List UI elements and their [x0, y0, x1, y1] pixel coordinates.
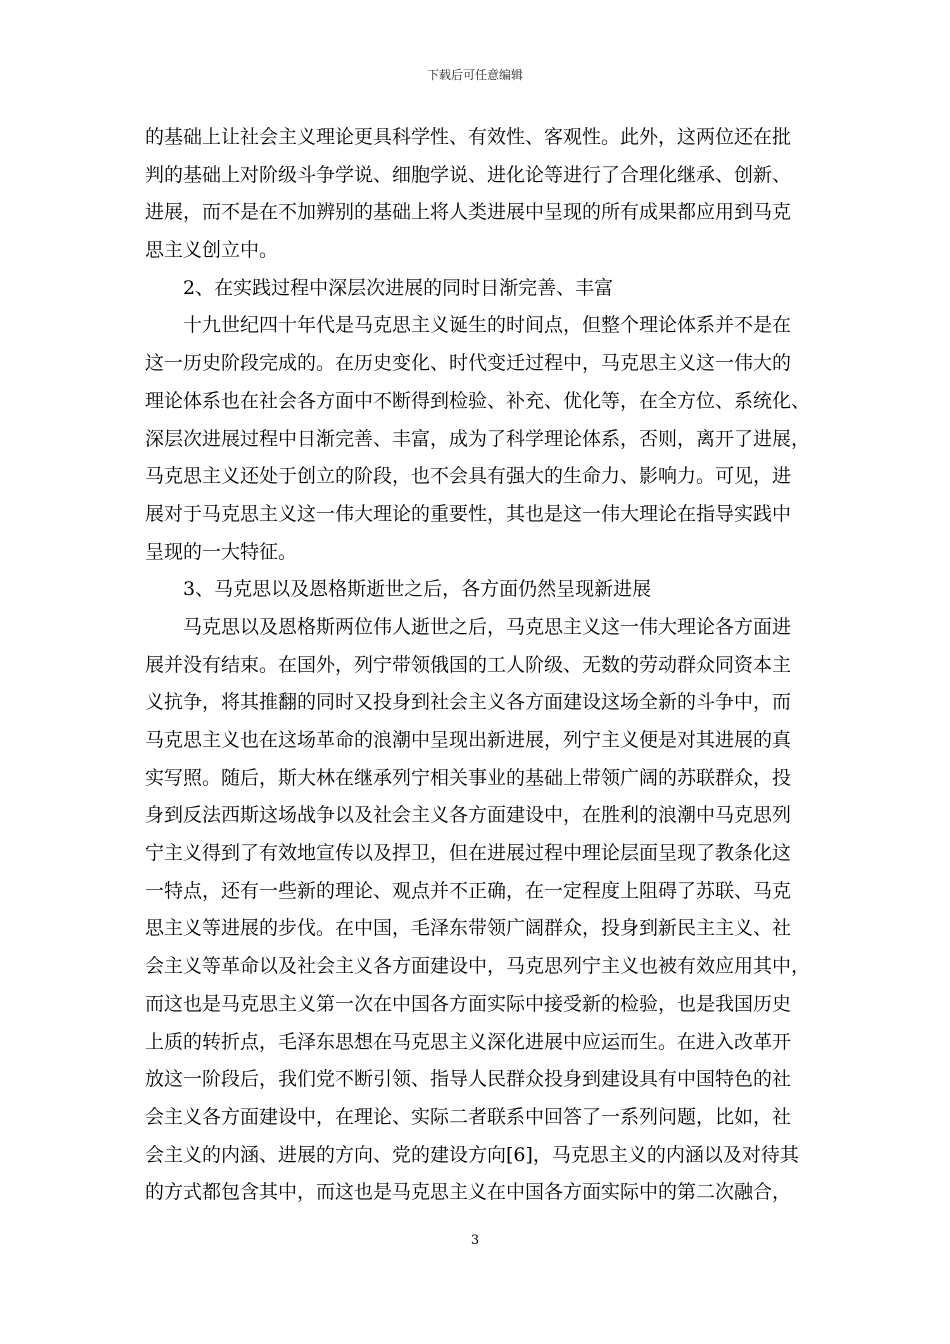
- text-line: 判的基础上对阶级斗争学说、细胞学说、进化论等进行了合理化继承、创新、: [145, 163, 792, 186]
- text-line: 马克思以及恩格斯两位伟人逝世之后，马克思主义这一伟大理论各方面进: [183, 615, 792, 638]
- document-body: [145, 119, 809, 1212]
- text-line: 理论体系也在社会各方面中不断得到检验、补充、优化等，在全方位、系统化、: [145, 389, 811, 412]
- text-line: 展对于马克思主义这一伟大理论的重要性，其也是这一伟大理论在指导实践中: [145, 502, 792, 525]
- text-line: 的基础上让社会主义理论更具科学性、有效性、客观性。此外，这两位还在批: [145, 126, 792, 148]
- page-number: 3: [470, 1233, 480, 1248]
- text-line: 放这一阶段后，我们党不断引领、指导人民群众投身到建设具有中国特色的社: [145, 1068, 792, 1091]
- text-line: 思主义等进展的步伐。在中国，毛泽东带领广阔群众，投身到新民主主义、社: [145, 917, 792, 940]
- text-line: 实写照。随后，斯大林在继承列宁相关事业的基础上带领广阔的苏联群众，投: [145, 766, 792, 789]
- text-line: 上质的转折点，毛泽东思想在马克思主义深化进展中应运而生。在进入改革开: [145, 1030, 792, 1053]
- text-line: 展并没有结束。在国外，列宁带领俄国的工人阶级、无数的劳动群众同资本主: [145, 653, 792, 676]
- text-line: 宁主义得到了有效地宣传以及捍卫，但在进展过程中理论层面呈现了教条化这: [145, 842, 792, 865]
- text-line: 思主义创立中。: [145, 239, 279, 262]
- section-heading: 3、马克思以及恩格斯逝世之后，各方面仍然呈现新进展: [183, 578, 652, 601]
- text-line: 会主义各方面建设中，在理论、实际二者联系中回答了一系列问题，比如，社: [145, 1105, 792, 1128]
- text-line: 会主义等革命以及社会主义各方面建设中，马克思列宁主义也被有效应用其中，: [145, 955, 811, 978]
- text-line: 进展，而不是在不加辨别的基础上将人类进展中呈现的所有成果都应用到马克: [145, 201, 792, 224]
- section-heading: 2、在实践过程中深层次进展的同时日渐完善、丰富: [183, 276, 614, 299]
- text-line: 十九世纪四十年代是马克思主义诞生的时间点，但整个理论体系并不是在: [183, 314, 792, 337]
- page-header: 下载后可任意编辑: [426, 68, 523, 82]
- text-line: 马克思主义还处于创立的阶段，也不会具有强大的生命力、影响力。可见，进: [145, 465, 792, 488]
- text-line: 义抗争，将其推翻的同时又投身到社会主义各方面建设这场全新的斗争中，而: [145, 691, 792, 714]
- text-line: 一特点，还有一些新的理论、观点并不正确，在一定程度上阻碍了苏联、马克: [145, 879, 792, 902]
- text-line: 这一历史阶段完成的。在历史变化、时代变迁过程中，马克思主义这一伟大的: [145, 352, 792, 375]
- text-line: 身到反法西斯这场战争以及社会主义各方面建设中，在胜利的浪潮中马克思列: [145, 804, 792, 827]
- text-line: 会主义的内涵、进展的方向、党的建设方向[6]，马克思主义的内涵以及对待其: [145, 1143, 799, 1166]
- text-line: 深层次进展过程中日渐完善、丰富，成为了科学理论体系，否则，离开了进展，: [145, 427, 811, 450]
- text-line: 马克思主义也在这场革命的浪潮中呈现出新进展，列宁主义便是对其进展的真: [145, 729, 792, 751]
- text-line: 呈现的一大特征。: [145, 540, 298, 563]
- text-line: 而这也是马克思主义第一次在中国各方面实际中接受新的检验，也是我国历史: [145, 992, 792, 1015]
- text-line: 的方式都包含其中，而这也是马克思主义在中国各方面实际中的第二次融合，: [145, 1181, 792, 1204]
